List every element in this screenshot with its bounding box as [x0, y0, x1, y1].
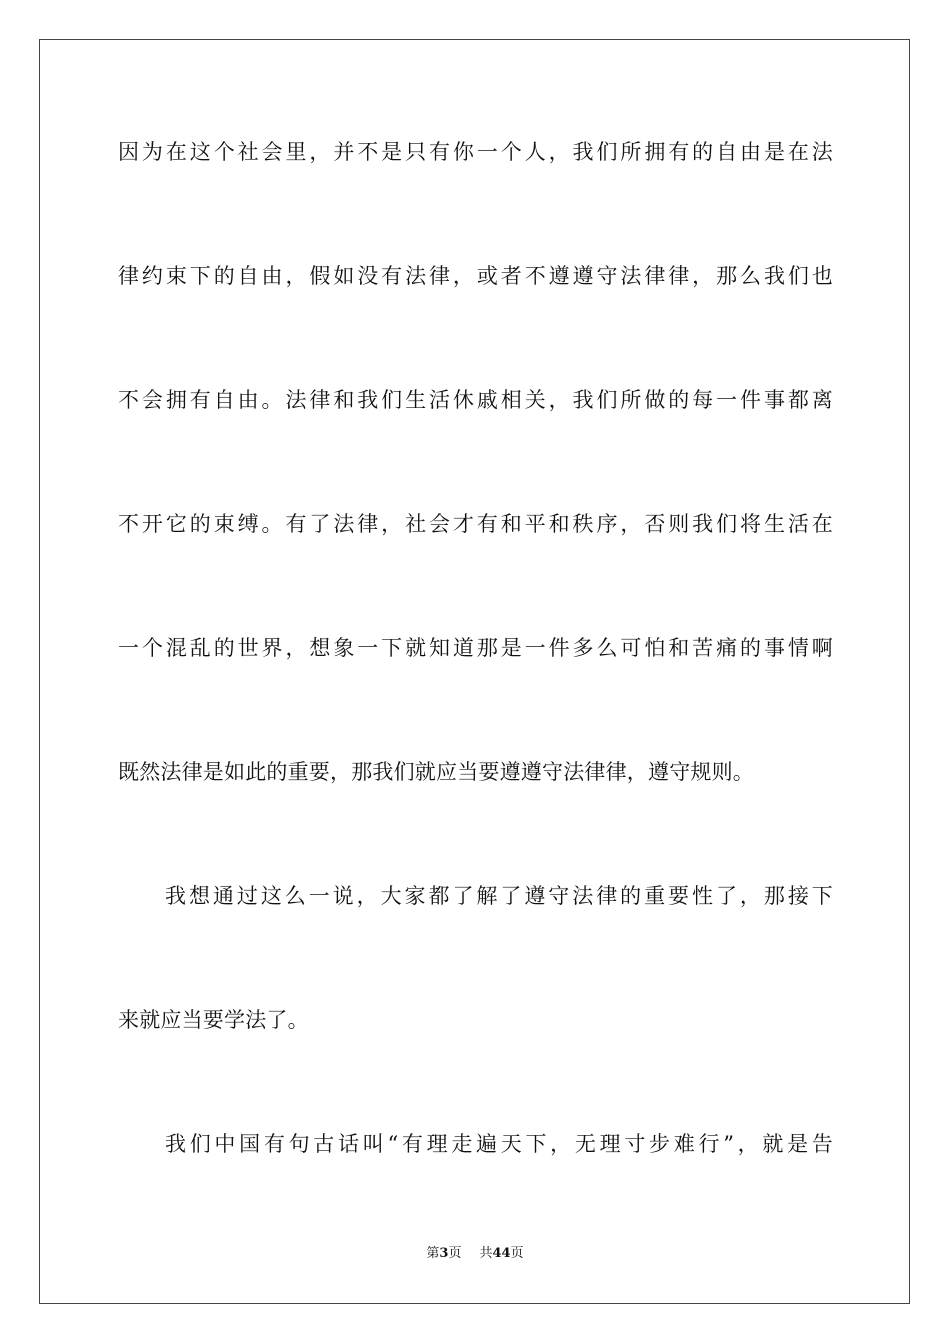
body-line-3: 不会拥有自由。法律和我们生活休戚相关，我们所做的每一件事都离: [118, 388, 833, 412]
body-line-6: 既然法律是如此的重要，那我们就应当要遵遵守法律律，遵守规则。: [118, 760, 754, 784]
total-pages: 44: [492, 1246, 511, 1261]
body-line-2: 律约束下的自由，假如没有法律，或者不遵遵守法律律，那么我们也: [118, 264, 833, 288]
page-footer: [0, 1245, 950, 1263]
body-line-8: 来就应当要学法了。: [118, 1008, 309, 1032]
page-number: 3: [439, 1246, 449, 1261]
total-label-suffix: 页: [510, 1246, 524, 1261]
total-label-prefix: 共: [479, 1246, 493, 1261]
body-line-7: 我想通过这么一说，大家都了解了遵守法律的重要性了，那接下: [165, 884, 833, 908]
body-line-9: 我们中国有句古话叫“有理走遍天下，无理寸步难行”，就是告: [165, 1132, 833, 1156]
page-border: [39, 39, 910, 1304]
body-line-5: 一个混乱的世界，想象一下就知道那是一件多么可怕和苦痛的事情啊: [118, 636, 833, 660]
body-line-4: 不开它的束缚。有了法律，社会才有和平和秩序，否则我们将生活在: [118, 512, 833, 536]
page-label-prefix: 第: [426, 1246, 440, 1261]
body-line-1: 因为在这个社会里，并不是只有你一个人，我们所拥有的自由是在法: [118, 140, 833, 164]
page-label-suffix: 页: [448, 1246, 462, 1261]
